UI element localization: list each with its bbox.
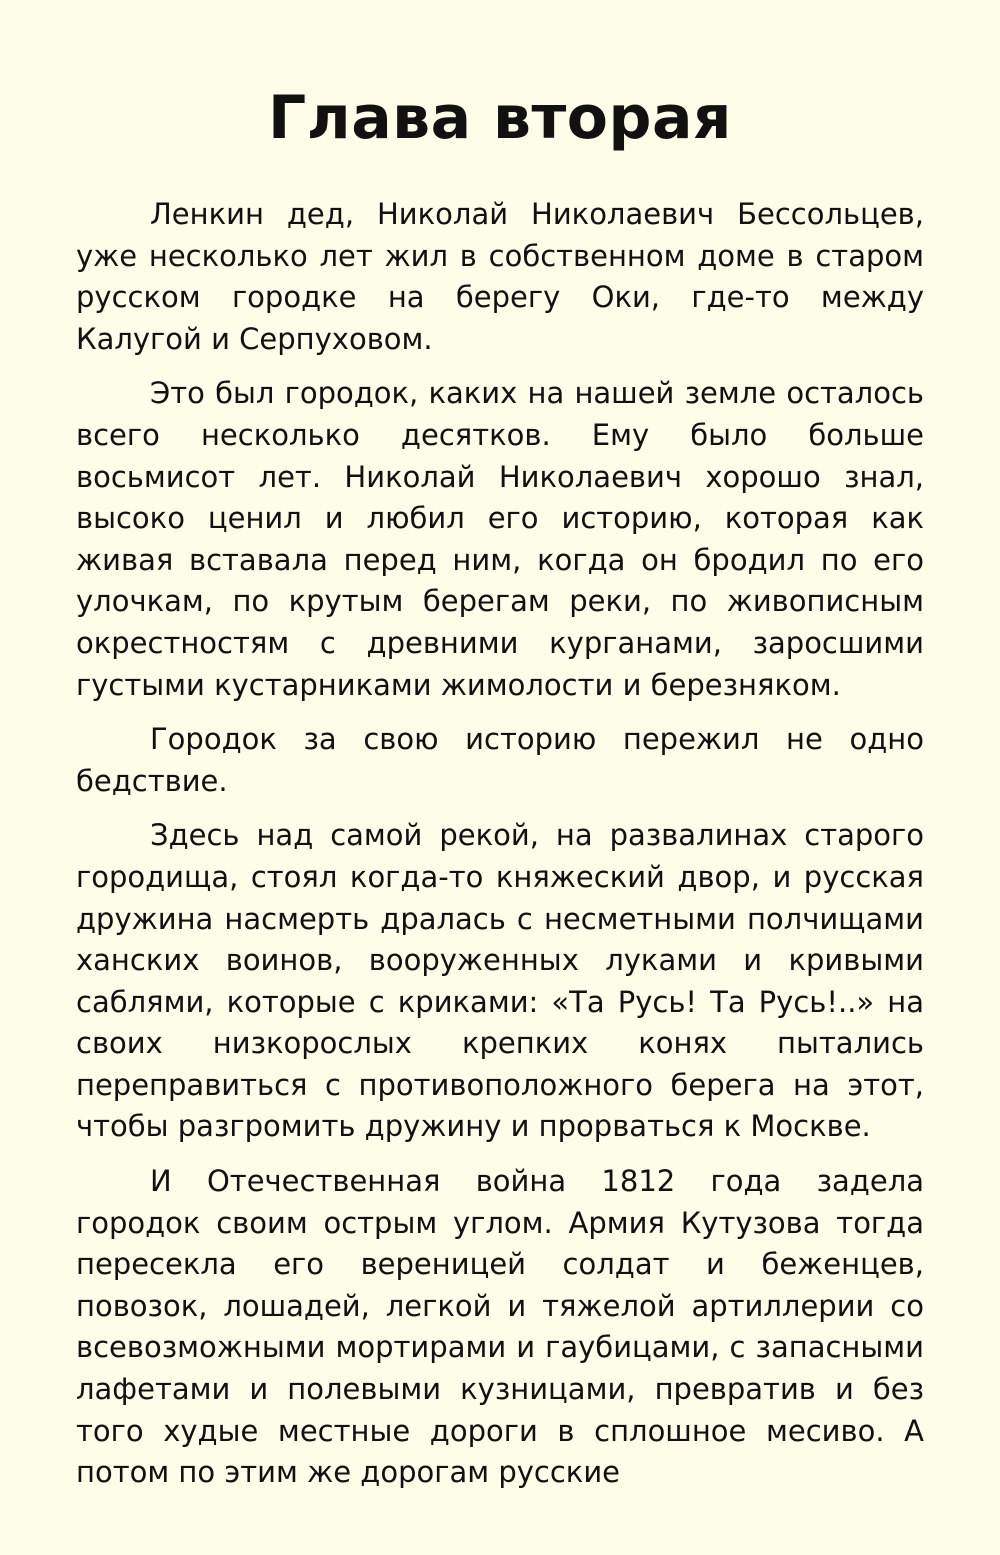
paragraph-3: Городок за свою историю пережил не одно бедствие. bbox=[76, 722, 924, 798]
chapter-title: Глава вторая bbox=[268, 83, 732, 153]
paragraph-5: И Отечественная война 1812 года задела городок своим острым углом. Армия Кутузова тогда пересекла его вереницей солдат и беженцев, повозок, лошадей, легкой и тяжелой артиллерии со всевозможными мортирами и гаубицами, с запасными лафетами и полевыми кузницами, превратив и без того худые местные дороги в сплошное месиво. А потом по этим же дорогам русские bbox=[76, 1164, 924, 1490]
paragraph-1: Ленкин дед, Николай Николаевич Бессольцев, уже несколько лет жил в собственном доме в старом русском городке на берегу Оки, где-то между Калугой и Серпуховом. bbox=[76, 197, 924, 356]
paragraph-4: Здесь над самой рекой, на развалинах старого городища, стоял когда-то княжеский двор, и русская дружина насмерть дралась с несметными полчищами ханских воинов, вооруженных луками и кривыми саблями, которые с криками: «Та Русь! Та Русь!..» на своих низкорослых крепких конях пытались переправиться с противоположного берега на этот, чтобы разгромить дружину и прорваться к Москве. bbox=[76, 818, 924, 1144]
paragraph-2: Это был городок, каких на нашей земле осталось всего несколько десятков. Ему было больше восьмисот лет. Николай Николаевич хорошо знал, высоко ценил и любил его историю, которая как живая вставала перед ним, когда он бродил по его улочкам, по крутым берегам реки, по живописным окрестностям с древними курганами, заросшими густыми кустарниками жимолости и березняком. bbox=[76, 376, 924, 702]
